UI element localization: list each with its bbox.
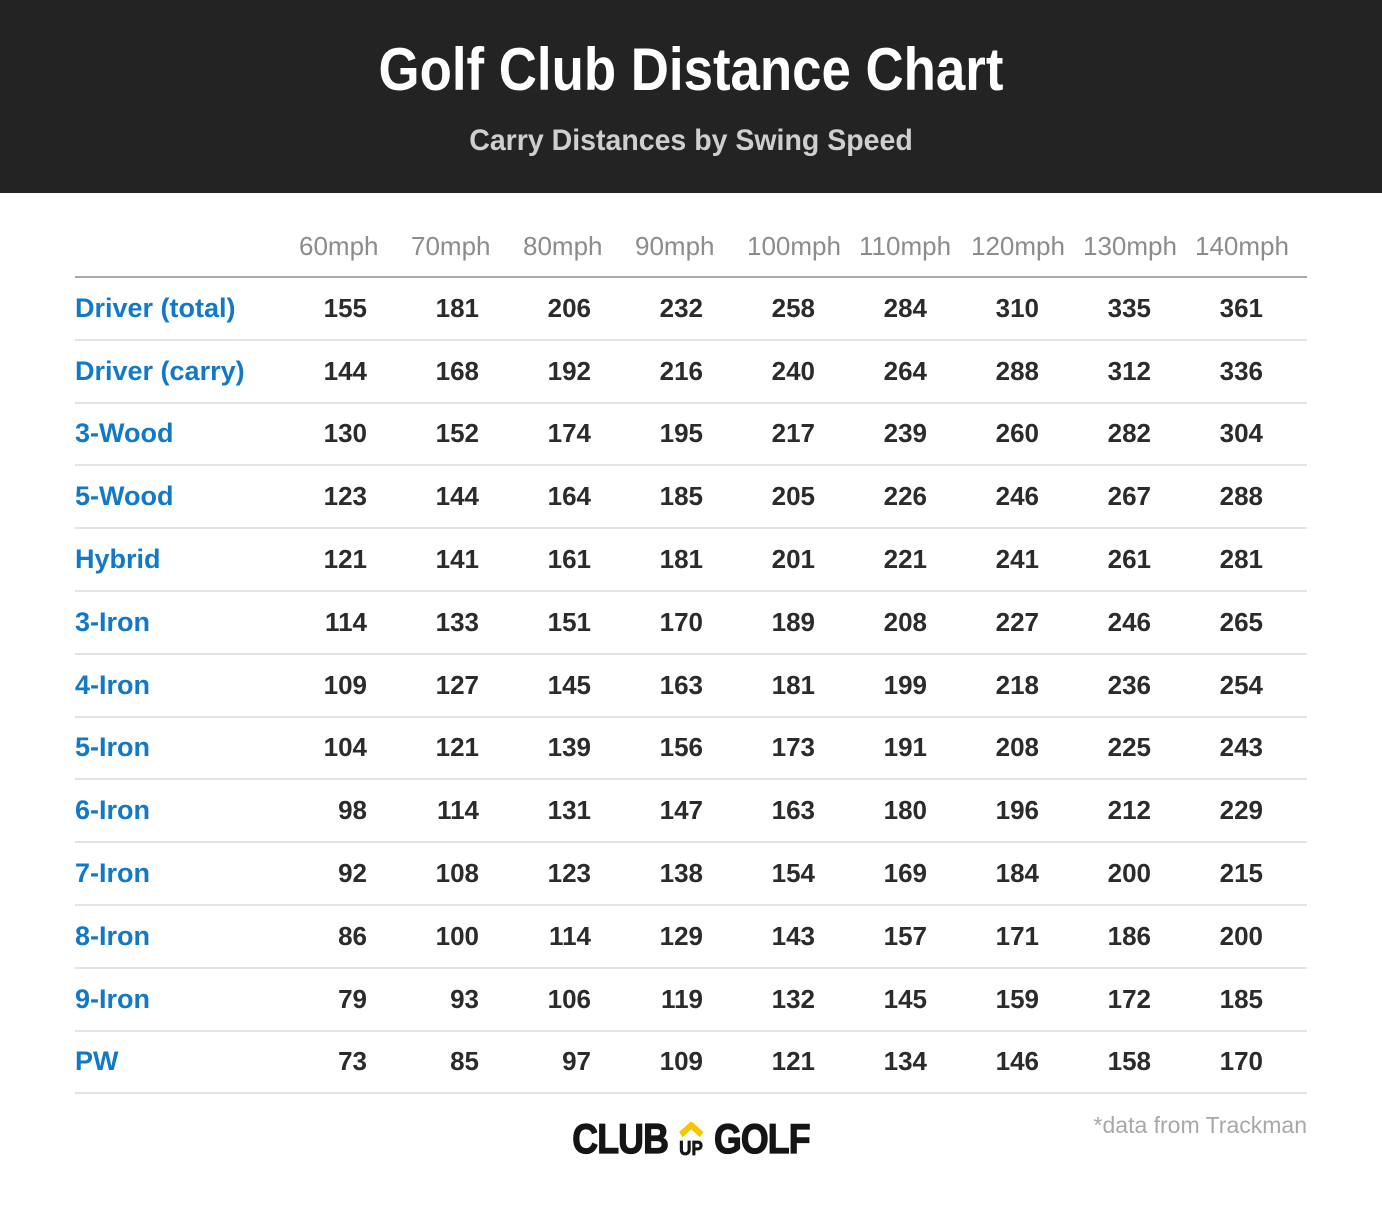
distance-value: 73	[338, 1046, 367, 1077]
distance-value: 168	[435, 355, 479, 386]
distance-value: 281	[1219, 544, 1263, 575]
distance-value: 310	[995, 292, 1039, 323]
column-header: 80mph	[523, 231, 603, 261]
distance-value: 159	[995, 983, 1039, 1014]
logo-up-stack	[677, 1122, 706, 1159]
column-header: 120mph	[971, 231, 1065, 261]
distance-value: 212	[1107, 795, 1151, 826]
distance-value: 129	[659, 920, 703, 951]
distance-value: 121	[435, 732, 479, 763]
club-label: 3-Wood	[75, 418, 174, 449]
distance-value: 119	[661, 983, 703, 1014]
distance-value: 123	[547, 858, 591, 889]
distance-value: 208	[995, 732, 1039, 763]
club-label: 7-Iron	[75, 858, 151, 889]
distance-value: 336	[1219, 355, 1263, 386]
distance-value: 254	[1219, 669, 1263, 700]
distance-value: 156	[659, 732, 703, 763]
table-row	[75, 969, 1307, 1032]
distance-value: 174	[547, 418, 591, 449]
distance-value: 208	[883, 606, 927, 637]
distance-value: 109	[323, 669, 367, 700]
distance-value: 304	[1219, 418, 1263, 449]
table-row	[75, 341, 1307, 404]
distance-value: 86	[338, 920, 367, 951]
club-label: Driver (total)	[75, 292, 236, 323]
chevron-up-icon	[677, 1122, 706, 1137]
distance-value: 133	[435, 606, 479, 637]
data-source-note: *data from Trackman	[1093, 1112, 1307, 1139]
distance-value: 130	[323, 418, 367, 449]
distance-value: 205	[771, 481, 815, 512]
table-row	[75, 1032, 1307, 1095]
club-label: Hybrid	[75, 544, 161, 575]
distance-value: 181	[435, 292, 479, 323]
distance-value: 109	[659, 1046, 703, 1077]
distance-value: 361	[1219, 292, 1263, 323]
club-label: 9-Iron	[75, 983, 151, 1014]
distance-value: 173	[771, 732, 815, 763]
distance-value: 134	[883, 1046, 927, 1077]
distance-value: 312	[1107, 355, 1151, 386]
distance-value: 151	[547, 606, 591, 637]
distance-value: 186	[1107, 920, 1151, 951]
distance-value: 221	[883, 544, 927, 575]
distance-value: 127	[435, 669, 479, 700]
distance-value: 246	[995, 481, 1039, 512]
distance-value: 147	[659, 795, 703, 826]
distance-value: 169	[883, 858, 927, 889]
distance-value: 163	[771, 795, 815, 826]
distance-value: 144	[435, 481, 479, 512]
distance-value: 200	[1107, 858, 1151, 889]
distance-value: 100	[435, 920, 479, 951]
distance-value: 201	[771, 544, 815, 575]
distance-value: 282	[1107, 418, 1151, 449]
distance-value: 171	[995, 920, 1039, 951]
table-row	[75, 906, 1307, 969]
distance-value: 104	[323, 732, 367, 763]
distance-value: 97	[562, 1046, 591, 1077]
distance-value: 260	[995, 418, 1039, 449]
table-row	[75, 592, 1307, 655]
distance-value: 121	[771, 1046, 815, 1077]
distance-value: 146	[995, 1046, 1039, 1077]
column-header: 60mph	[299, 231, 379, 261]
table-row	[75, 843, 1307, 906]
club-label: 6-Iron	[75, 795, 151, 826]
distance-value: 141	[435, 544, 479, 575]
distance-value: 189	[771, 606, 815, 637]
table-row	[75, 278, 1307, 341]
distance-value: 243	[1219, 732, 1263, 763]
club-label: 5-Wood	[75, 481, 174, 512]
distance-value: 170	[659, 606, 703, 637]
column-header: 100mph	[747, 231, 841, 261]
distance-value: 232	[659, 292, 703, 323]
header-banner	[0, 0, 1382, 193]
distance-value: 225	[1107, 732, 1151, 763]
distance-value: 163	[659, 669, 703, 700]
distance-value: 218	[995, 669, 1039, 700]
distance-value: 264	[883, 355, 927, 386]
distance-value: 215	[1219, 858, 1263, 889]
distance-value: 164	[547, 481, 591, 512]
distance-value: 185	[659, 481, 703, 512]
column-header: 90mph	[635, 231, 715, 261]
distance-value: 226	[883, 481, 927, 512]
distance-value: 114	[437, 795, 479, 826]
distance-value: 98	[338, 795, 367, 826]
page-title: Golf Club Distance Chart	[378, 36, 1004, 103]
footer	[0, 1094, 1382, 1221]
club-label: PW	[75, 1046, 119, 1077]
distance-value: 199	[883, 669, 927, 700]
distance-value: 206	[547, 292, 591, 323]
club-up-golf-logo	[572, 1115, 810, 1163]
page-subtitle: Carry Distances by Swing Speed	[469, 124, 913, 157]
distance-value: 185	[1219, 983, 1263, 1014]
distance-value: 267	[1107, 481, 1151, 512]
distance-table-body	[75, 278, 1307, 1094]
distance-value: 239	[883, 418, 927, 449]
distance-value: 288	[995, 355, 1039, 386]
column-header: 110mph	[859, 231, 952, 261]
distance-value: 155	[323, 292, 367, 323]
distance-value: 85	[450, 1046, 479, 1077]
club-label: 3-Iron	[75, 606, 151, 637]
club-label: 5-Iron	[75, 732, 151, 763]
distance-value: 246	[1107, 606, 1151, 637]
table-row	[75, 718, 1307, 781]
distance-value: 114	[325, 606, 367, 637]
distance-value: 170	[1219, 1046, 1263, 1077]
distance-value: 158	[1107, 1046, 1151, 1077]
distance-value: 139	[547, 732, 591, 763]
distance-value: 157	[883, 920, 927, 951]
logo-club-text: CLUB	[572, 1115, 669, 1163]
column-header-row	[75, 193, 1307, 278]
distance-value: 161	[547, 544, 591, 575]
logo-up-text: UP	[679, 1138, 703, 1161]
distance-value: 192	[547, 355, 591, 386]
distance-table	[75, 193, 1307, 1094]
distance-value: 138	[659, 858, 703, 889]
distance-value: 93	[450, 983, 479, 1014]
column-header: 130mph	[1083, 231, 1177, 261]
distance-value: 195	[659, 418, 703, 449]
distance-value: 152	[435, 418, 479, 449]
column-header: 140mph	[1195, 231, 1289, 261]
distance-value: 236	[1107, 669, 1151, 700]
distance-value: 121	[323, 544, 367, 575]
table-row	[75, 529, 1307, 592]
distance-value: 191	[883, 732, 927, 763]
distance-value: 181	[771, 669, 815, 700]
column-header: 70mph	[411, 231, 491, 261]
table-row	[75, 655, 1307, 718]
distance-value: 92	[338, 858, 367, 889]
distance-value: 258	[771, 292, 815, 323]
distance-value: 229	[1219, 795, 1263, 826]
distance-value: 181	[659, 544, 703, 575]
distance-value: 145	[547, 669, 591, 700]
distance-value: 261	[1107, 544, 1151, 575]
table-row	[75, 466, 1307, 529]
logo-golf-text: GOLF	[713, 1115, 810, 1163]
distance-value: 288	[1219, 481, 1263, 512]
distance-value: 131	[547, 795, 591, 826]
club-label: 4-Iron	[75, 669, 151, 700]
distance-value: 144	[323, 355, 367, 386]
distance-value: 180	[883, 795, 927, 826]
distance-value: 143	[771, 920, 815, 951]
table-row	[75, 404, 1307, 467]
distance-value: 79	[338, 983, 367, 1014]
distance-value: 106	[547, 983, 591, 1014]
distance-value: 284	[883, 292, 927, 323]
club-label: Driver (carry)	[75, 355, 245, 386]
table-row	[75, 780, 1307, 843]
distance-value: 241	[995, 544, 1039, 575]
club-label: 8-Iron	[75, 920, 151, 951]
distance-value: 154	[771, 858, 815, 889]
distance-value: 200	[1219, 920, 1263, 951]
distance-value: 335	[1107, 292, 1151, 323]
distance-value: 108	[435, 858, 479, 889]
distance-value: 196	[995, 795, 1039, 826]
distance-value: 123	[323, 481, 367, 512]
distance-value: 240	[771, 355, 815, 386]
distance-value: 172	[1107, 983, 1151, 1014]
distance-value: 216	[659, 355, 703, 386]
distance-value: 227	[995, 606, 1039, 637]
distance-value: 145	[883, 983, 927, 1014]
distance-value: 184	[995, 858, 1039, 889]
distance-value: 217	[771, 418, 815, 449]
distance-value: 114	[549, 920, 591, 951]
distance-value: 132	[771, 983, 815, 1014]
distance-value: 265	[1219, 606, 1263, 637]
